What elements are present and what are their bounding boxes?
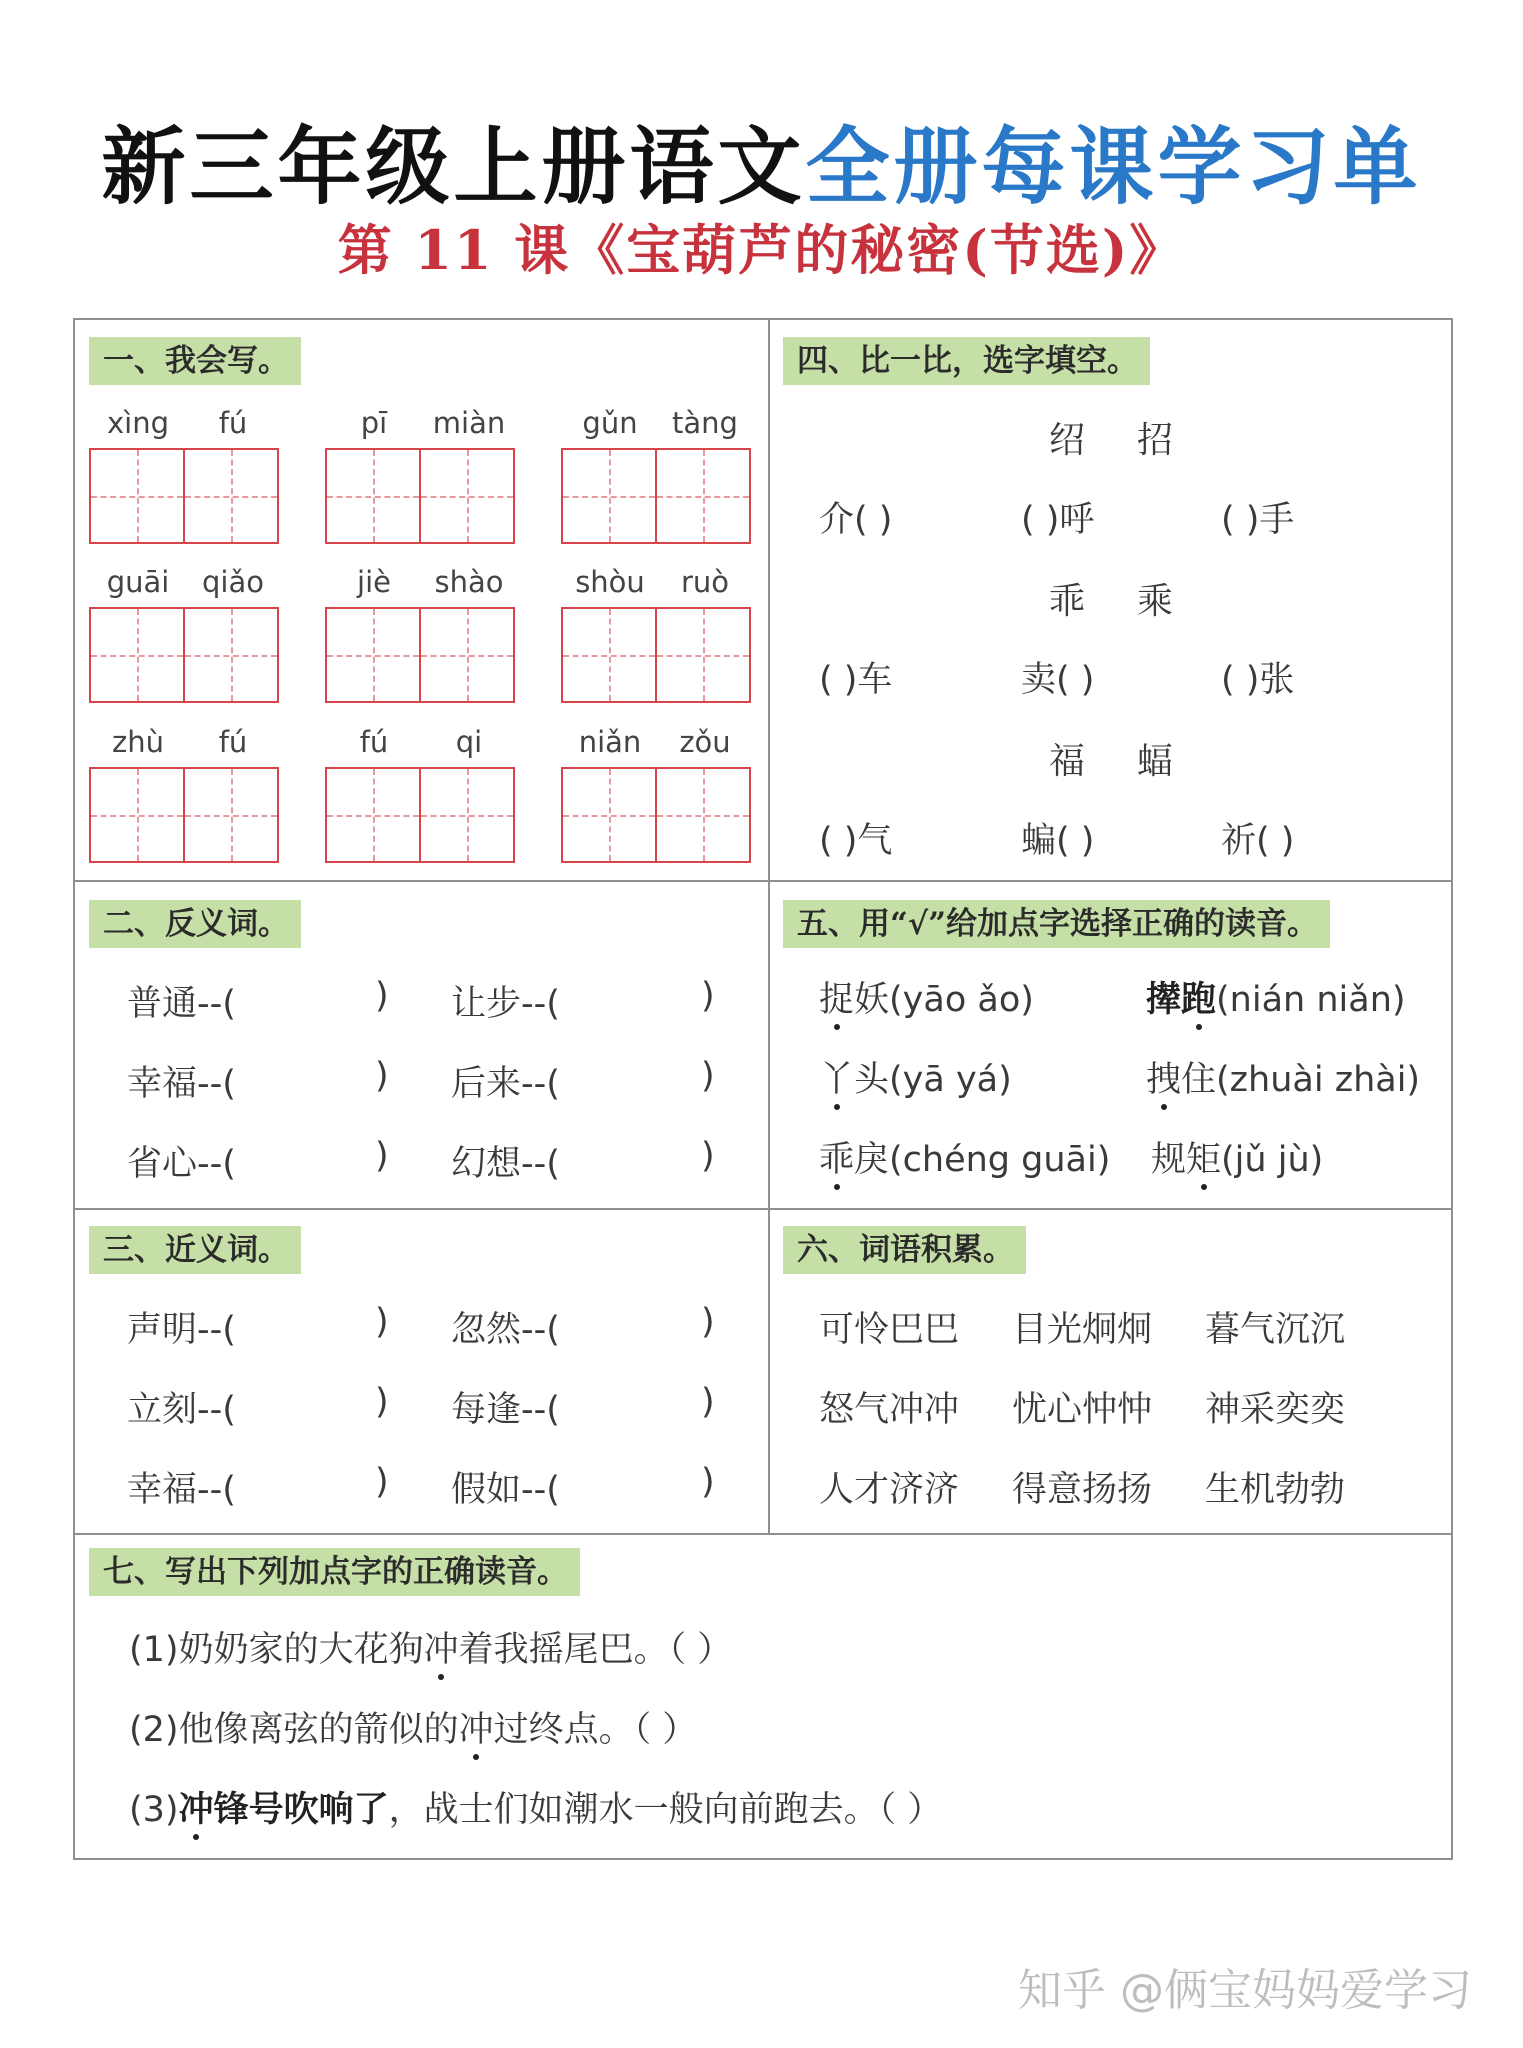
synonym-prompt: 假如--( [451, 1470, 560, 1510]
writing-grid[interactable] [325, 448, 515, 544]
vocab-word: 暮气沉沉 [1205, 1310, 1346, 1350]
answer-close-paren[interactable]: ) [701, 1382, 715, 1422]
compare-char: 绍 [1049, 420, 1086, 461]
pinyin-label: shòu [575, 565, 645, 599]
section-2-heading: 二、反义词。 [89, 900, 301, 948]
antonym-prompt: 让步--( [451, 984, 560, 1024]
dotted-char: 矩 [1186, 1132, 1221, 1182]
pinyin-label: fú [218, 725, 248, 759]
worksheet-frame [73, 318, 1453, 1860]
answer-close-paren[interactable]: ) [375, 1302, 389, 1342]
dotted-char: 捉 [819, 972, 854, 1022]
writing-grid[interactable] [561, 607, 751, 703]
fill-blank[interactable]: ( )张 [1221, 660, 1295, 700]
dotted-char: 冲 [459, 1702, 494, 1752]
antonym-prompt: 普通--( [127, 984, 236, 1024]
pinyin-label: zǒu [679, 725, 731, 759]
pinyin-label: miàn [432, 406, 506, 440]
vocab-word: 怒气冲冲 [819, 1390, 960, 1430]
fill-blank[interactable]: ( )车 [819, 660, 893, 700]
vocab-word: 生机勃勃 [1205, 1470, 1346, 1510]
vocab-word: 可怜巴巴 [819, 1310, 960, 1350]
row-divider-2 [75, 1208, 1451, 1210]
section-1-heading: 一、我会写。 [89, 337, 301, 385]
compare-char: 乘 [1137, 581, 1174, 622]
compare-char: 福 [1049, 741, 1086, 782]
writing-grid[interactable] [325, 767, 515, 863]
pinyin-label: qi [455, 725, 483, 759]
fill-blank[interactable]: ( )手 [1221, 500, 1295, 540]
pinyin-label: qiǎo [202, 565, 264, 599]
reading-choice[interactable]: 丫头(yā yá) [819, 1052, 1012, 1102]
dotted-char: 冲 [179, 1782, 214, 1832]
synonym-prompt: 幸福--( [127, 1470, 236, 1510]
section-7-heading: 七、写出下列加点字的正确读音。 [89, 1548, 580, 1596]
fill-blank[interactable]: 卖( ) [1021, 660, 1095, 700]
pinyin-label: shào [434, 565, 504, 599]
reading-sentence[interactable]: (1)奶奶家的大花狗冲着我摇尾巴。（ ） [129, 1622, 732, 1672]
pinyin-label: guāi [106, 565, 170, 599]
synonym-prompt: 立刻--( [127, 1390, 236, 1430]
page-title [0, 100, 1523, 221]
section-5-heading: 五、用“√”给加点字选择正确的读音。 [783, 900, 1330, 948]
synonym-prompt: 声明--( [127, 1310, 236, 1350]
fill-blank[interactable]: ( )呼 [1021, 500, 1095, 540]
reading-choice[interactable]: 捉妖(yāo ǎo) [819, 972, 1034, 1022]
reading-choice[interactable]: 规矩(jǔ jù) [1151, 1132, 1323, 1182]
section-6-heading: 六、词语积累。 [783, 1226, 1026, 1274]
answer-close-paren[interactable]: ) [701, 976, 715, 1016]
dotted-char: 拽 [1146, 1052, 1181, 1102]
vocab-word: 得意扬扬 [1012, 1470, 1153, 1510]
pinyin-label: fú [218, 406, 248, 440]
writing-grid[interactable] [89, 448, 279, 544]
vocab-word: 人才济济 [819, 1470, 960, 1510]
writing-grid[interactable] [89, 767, 279, 863]
reading-sentence[interactable]: (3)冲锋号吹响了，战士们如潮水一般向前跑去。（ ） [129, 1782, 942, 1832]
pinyin-label: fú [359, 725, 389, 759]
pinyin-label: gǔn [582, 406, 638, 440]
pinyin-label: jiè [357, 565, 391, 599]
vocab-word: 忧心忡忡 [1012, 1390, 1153, 1430]
synonym-prompt: 每逢--( [451, 1390, 560, 1430]
pinyin-label: pī [360, 406, 388, 440]
fill-blank[interactable]: 蝙( ) [1021, 821, 1095, 861]
pinyin-label: tàng [672, 406, 738, 440]
column-divider [768, 320, 770, 1533]
compare-char: 乖 [1049, 581, 1086, 622]
antonym-prompt: 省心--( [127, 1144, 236, 1184]
answer-close-paren[interactable]: ) [375, 976, 389, 1016]
pinyin-label: xìng [106, 406, 169, 440]
pinyin-label: zhù [112, 725, 164, 759]
answer-close-paren[interactable]: ) [375, 1056, 389, 1096]
writing-grid[interactable] [325, 607, 515, 703]
fill-blank[interactable]: ( )气 [819, 821, 893, 861]
page-title-black: 新三年级上册语文 [101, 117, 806, 216]
pinyin-label: niǎn [578, 725, 642, 759]
dotted-char: 丫 [819, 1052, 854, 1102]
answer-close-paren[interactable]: ) [701, 1056, 715, 1096]
reading-choice[interactable]: 乖戾(chéng guāi) [819, 1132, 1110, 1182]
answer-close-paren[interactable]: ) [375, 1382, 389, 1422]
answer-close-paren[interactable]: ) [701, 1302, 715, 1342]
compare-char: 蝠 [1137, 741, 1174, 782]
answer-close-paren[interactable]: ) [375, 1462, 389, 1502]
answer-close-paren[interactable]: ) [701, 1462, 715, 1502]
watermark: 知乎 @俩宝妈妈爱学习 [1018, 1965, 1472, 2016]
writing-grid[interactable] [89, 607, 279, 703]
writing-grid[interactable] [561, 767, 751, 863]
reading-choice[interactable]: 拽住(zhuài zhài) [1146, 1052, 1420, 1102]
vocab-word: 神采奕奕 [1205, 1390, 1346, 1430]
row-divider-1 [75, 880, 1451, 882]
section-3-heading: 三、近义词。 [89, 1226, 301, 1274]
dotted-char: 乖 [819, 1132, 854, 1182]
lesson-subtitle: 第 11 课《宝葫芦的秘密(节选)》 [337, 218, 1186, 282]
fill-blank[interactable]: 介( ) [819, 500, 893, 540]
row-divider-3 [75, 1533, 1451, 1535]
page-title-blue: 全册每课学习单 [805, 117, 1422, 216]
pinyin-label: ruò [680, 565, 730, 599]
antonym-prompt: 幻想--( [451, 1144, 560, 1184]
answer-close-paren[interactable]: ) [375, 1136, 389, 1176]
fill-blank[interactable]: 祈( ) [1221, 821, 1295, 861]
writing-grid[interactable] [561, 448, 751, 544]
vocab-word: 目光炯炯 [1012, 1310, 1153, 1350]
compare-char: 招 [1137, 420, 1174, 461]
dotted-char: 跑 [1181, 972, 1216, 1022]
synonym-prompt: 忽然--( [451, 1310, 560, 1350]
section-4-heading: 四、比一比，选字填空。 [783, 337, 1150, 385]
dotted-char: 冲 [424, 1622, 459, 1672]
reading-choice[interactable]: 撵跑(nián niǎn) [1146, 972, 1406, 1022]
antonym-prompt: 后来--( [451, 1064, 560, 1104]
antonym-prompt: 幸福--( [127, 1064, 236, 1104]
answer-close-paren[interactable]: ) [701, 1136, 715, 1176]
reading-sentence[interactable]: (2)他像离弦的箭似的冲过终点。（ ） [129, 1702, 697, 1752]
